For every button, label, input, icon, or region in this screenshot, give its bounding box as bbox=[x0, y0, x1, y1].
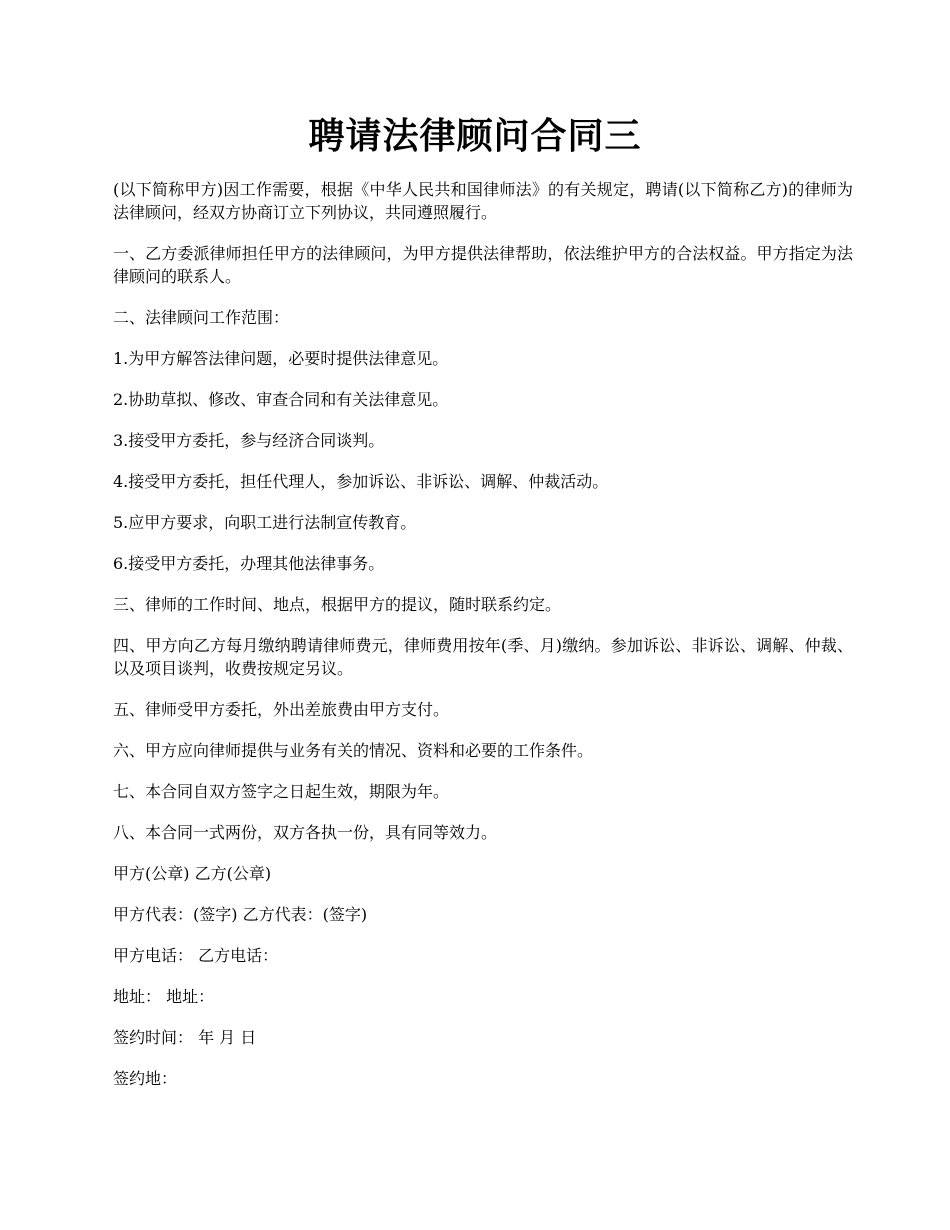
paragraph-clause-8: 八、本合同一式两份，双方各执一份，具有同等效力。 bbox=[113, 823, 498, 842]
paragraph-scope-item-2: 2.协助草拟、修改、审查合同和有关法律意见。 bbox=[113, 390, 449, 409]
paragraph-clause-7: 七、本合同自双方签字之日起生效，期限为年。 bbox=[113, 782, 450, 801]
signature-phones: 甲方电话： 乙方电话： bbox=[113, 946, 279, 965]
paragraph-clause-5: 五、律师受甲方委托，外出差旅费由甲方支付。 bbox=[113, 700, 450, 719]
paragraph-clause-4: 四、甲方向乙方每月缴纳聘请律师费元，律师费用按年(季、月)缴纳。参加诉讼、非诉讼、调解、仲裁、以及项目谈判，收费按规定另议。 bbox=[113, 636, 853, 678]
paragraph-clause-6: 六、甲方应向律师提供与业务有关的情况、资料和必要的工作条件。 bbox=[113, 741, 594, 760]
signature-seals: 甲方(公章) 乙方(公章) bbox=[113, 864, 272, 883]
paragraph-scope-item-3: 3.接受甲方委托，参与经济合同谈判。 bbox=[113, 431, 385, 450]
signing-date: 签约时间： 年 月 日 bbox=[113, 1028, 257, 1047]
document-title: 聘请法律顾问合同三 bbox=[308, 115, 642, 157]
signature-addresses: 地址： 地址： bbox=[113, 987, 215, 1006]
paragraph-clause-2-heading: 二、法律顾问工作范围： bbox=[113, 308, 290, 327]
paragraph-scope-item-1: 1.为甲方解答法律问题，必要时提供法律意见。 bbox=[113, 349, 449, 368]
paragraph-clause-3: 三、律师的工作时间、地点，根据甲方的提议，随时联系约定。 bbox=[113, 595, 562, 614]
paragraph-scope-item-5: 5.应甲方要求，向职工进行法制宣传教育。 bbox=[113, 513, 417, 532]
document-body bbox=[113, 178, 853, 1108]
signing-place: 签约地： bbox=[113, 1069, 178, 1088]
paragraph-clause-1: 一、乙方委派律师担任甲方的法律顾问，为甲方提供法律帮助，依法维护甲方的合法权益。甲方指定为法律顾问的联系人。 bbox=[113, 244, 853, 286]
signature-representatives: 甲方代表：(签字) 乙方代表：(签字) bbox=[113, 905, 368, 924]
paragraph-scope-item-6: 6.接受甲方委托，办理其他法律事务。 bbox=[113, 554, 385, 573]
paragraph-intro: (以下简称甲方)因工作需要，根据《中华人民共和国律师法》的有关规定，聘请(以下简称乙方)的律师为法律顾问，经双方协商订立下列协议，共同遵照履行。 bbox=[113, 180, 853, 222]
paragraph-scope-item-4: 4.接受甲方委托，担任代理人，参加诉讼、非诉讼、调解、仲裁活动。 bbox=[113, 472, 609, 491]
